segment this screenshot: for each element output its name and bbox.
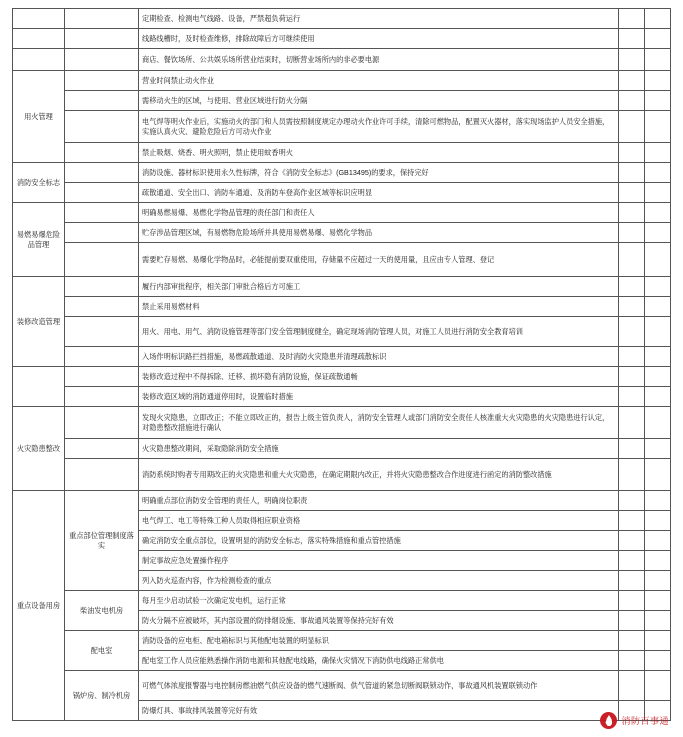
row-result[interactable] (619, 571, 645, 591)
row-category: 火灾隐患整改 (13, 407, 65, 491)
row-category (13, 9, 65, 29)
row-item: 禁止采用易燃材料 (139, 297, 619, 317)
table-row (13, 143, 671, 163)
row-result[interactable] (619, 29, 645, 49)
row-remark[interactable] (645, 91, 671, 111)
row-remark[interactable] (645, 491, 671, 511)
row-remark[interactable] (645, 243, 671, 277)
row-remark[interactable] (645, 459, 671, 491)
row-subcategory (65, 9, 139, 29)
row-subcategory (65, 317, 139, 347)
row-item: 消防设备的应电柜、配电箱标识与其他配电装置的明显标识 (139, 631, 619, 651)
row-category: 消防安全标志 (13, 163, 65, 203)
row-result[interactable] (619, 439, 645, 459)
table-row (13, 491, 671, 511)
row-result[interactable] (619, 591, 645, 611)
row-remark[interactable] (645, 387, 671, 407)
row-category: 用火管理 (13, 71, 65, 163)
row-subcategory (65, 297, 139, 317)
row-category (13, 29, 65, 49)
row-result[interactable] (619, 631, 645, 651)
watermark (600, 712, 669, 729)
row-result[interactable] (619, 111, 645, 143)
row-item: 消防系统时购者专用期改正的火灾隐患和重大火灾隐患，在确定期限内改正，并将火灾隐患整改合作进度进行函定的消防整改措施 (139, 459, 619, 491)
row-subcategory (65, 29, 139, 49)
row-result[interactable] (619, 9, 645, 29)
row-remark[interactable] (645, 143, 671, 163)
row-subcategory (65, 223, 139, 243)
row-result[interactable] (619, 511, 645, 531)
row-category (13, 49, 65, 71)
row-remark[interactable] (645, 439, 671, 459)
row-subcategory: 柴油发电机房 (65, 591, 139, 631)
row-item: 履行内部审批程序，相关部门审批合格后方可施工 (139, 277, 619, 297)
table-row (13, 317, 671, 347)
row-remark[interactable] (645, 111, 671, 143)
table-row (13, 367, 671, 387)
row-subcategory (65, 407, 139, 439)
row-remark[interactable] (645, 183, 671, 203)
row-subcategory (65, 91, 139, 111)
row-result[interactable] (619, 407, 645, 439)
row-result[interactable] (619, 387, 645, 407)
row-category: 易燃易爆危险品管理 (13, 203, 65, 277)
row-remark[interactable] (645, 9, 671, 29)
row-item: 配电室工作人员应能熟悉操作消防电源和其他配电线路，确保火灾情况下消防供电线路正常供电 (139, 651, 619, 671)
row-result[interactable] (619, 183, 645, 203)
row-remark[interactable] (645, 591, 671, 611)
row-item: 每月至少启动试验一次确定发电机，运行正常 (139, 591, 619, 611)
table-row (13, 387, 671, 407)
row-item: 确定消防安全重点部位，设置明显的消防安全标志，落实特殊措施和重点管控措施 (139, 531, 619, 551)
table-row (13, 203, 671, 223)
row-subcategory (65, 111, 139, 143)
table-row (13, 407, 671, 439)
table-row (13, 459, 671, 491)
row-item: 营业时间禁止动火作业 (139, 71, 619, 91)
row-item: 需要贮存易燃、易爆化学物品时，必能提前要双重使用，存储量不应超过一天的使用量，且应由专人管理、登记 (139, 243, 619, 277)
row-result[interactable] (619, 223, 645, 243)
row-subcategory: 重点部位管理制度落实 (65, 491, 139, 591)
table-row (13, 91, 671, 111)
row-remark[interactable] (645, 611, 671, 631)
table-row (13, 183, 671, 203)
row-subcategory (65, 347, 139, 367)
row-result[interactable] (619, 203, 645, 223)
table-row (13, 71, 671, 91)
row-item: 定期检查、检测电气线路、设备，严禁超负荷运行 (139, 9, 619, 29)
table-row (13, 9, 671, 29)
row-remark[interactable] (645, 297, 671, 317)
row-remark[interactable] (645, 223, 671, 243)
row-result[interactable] (619, 143, 645, 163)
row-item: 防爆灯具、事故排风装置等完好有效 (139, 701, 619, 721)
table-row (13, 347, 671, 367)
row-subcategory (65, 143, 139, 163)
row-result[interactable] (619, 651, 645, 671)
row-result[interactable] (619, 491, 645, 511)
row-item: 明确重点部位消防安全管理的责任人，明确岗位职责 (139, 491, 619, 511)
row-item: 消防设施、器材标识使用永久性标牌，符合《消防安全标志》(GB13495)的要求，保持完好 (139, 163, 619, 183)
row-item: 发现火灾隐患，立即改正；不能立即改正的，报告上级主管负责人，消防安全管理人或部门消防安全责任人核准重大火灾隐患的火灾隐患进行认定，对隐患整改措施进行确认 (139, 407, 619, 439)
row-result[interactable] (619, 531, 645, 551)
table-row (13, 631, 671, 651)
table-row (13, 243, 671, 277)
row-result[interactable] (619, 71, 645, 91)
row-subcategory: 锅炉房、制冷机房 (65, 671, 139, 721)
row-remark[interactable] (645, 203, 671, 223)
row-item: 禁止吸烟、烧香、明火照明，禁止使用蚊香明火 (139, 143, 619, 163)
row-item: 贮存涉品管理区域，有易燃物危险场所并具使用易燃易爆、易燃化学物品 (139, 223, 619, 243)
row-remark[interactable] (645, 671, 671, 701)
row-item: 制定事故应急处置操作程序 (139, 551, 619, 571)
row-item: 明确易燃易爆、易燃化学物品管理的责任部门和责任人 (139, 203, 619, 223)
flame-icon (600, 712, 617, 729)
row-remark[interactable] (645, 551, 671, 571)
row-remark[interactable] (645, 347, 671, 367)
row-subcategory (65, 71, 139, 91)
row-result[interactable] (619, 347, 645, 367)
row-result[interactable] (619, 671, 645, 701)
row-remark[interactable] (645, 631, 671, 651)
row-result[interactable] (619, 317, 645, 347)
fire-safety-checklist-table (12, 8, 671, 721)
row-result[interactable] (619, 611, 645, 631)
table-row (13, 29, 671, 49)
table-row (13, 49, 671, 71)
row-subcategory (65, 163, 139, 183)
row-item: 火灾隐患整改期间，采取隐除消防安全措施 (139, 439, 619, 459)
row-remark[interactable] (645, 317, 671, 347)
row-result[interactable] (619, 243, 645, 277)
row-remark[interactable] (645, 511, 671, 531)
row-item: 疏散通道、安全出口、消防车通道、及消防车登高作业区域等标识应明显 (139, 183, 619, 203)
row-item: 入场作明标识路拦挡措施，易燃疏散通道、及时消防火灾隐患并清理疏散标识 (139, 347, 619, 367)
row-remark[interactable] (645, 531, 671, 551)
table-row (13, 111, 671, 143)
row-result[interactable] (619, 459, 645, 491)
row-remark[interactable] (645, 571, 671, 591)
table-row (13, 223, 671, 243)
checklist-body (13, 9, 671, 721)
row-category: 重点设备用房 (13, 491, 65, 721)
row-subcategory (65, 277, 139, 297)
row-result[interactable] (619, 277, 645, 297)
row-item: 需移动火生的区域，与使用、营业区域进行防火分隔 (139, 91, 619, 111)
row-category (13, 367, 65, 407)
row-subcategory (65, 439, 139, 459)
table-row (13, 671, 671, 701)
table-row (13, 163, 671, 183)
table-row (13, 277, 671, 297)
row-item: 用火、用电、用气、消防设施管理等部门安全管理制度健全，确定现场消防管理人员，对施工人员进行消防安全教育培训 (139, 317, 619, 347)
row-subcategory (65, 459, 139, 491)
row-item: 列入防火巡查内容，作为检测检查的重点 (139, 571, 619, 591)
row-subcategory (65, 203, 139, 223)
row-result[interactable] (619, 367, 645, 387)
row-remark[interactable] (645, 71, 671, 91)
row-category: 装修改造管理 (13, 277, 65, 367)
row-remark[interactable] (645, 29, 671, 49)
row-remark[interactable] (645, 367, 671, 387)
document-page (0, 8, 683, 737)
row-subcategory (65, 367, 139, 387)
row-subcategory (65, 387, 139, 407)
row-item: 电气焊等明火作业后，实施动火的部门和人员需按照制度规定办理动火作业许可手续，清除可燃物品，配置灭火器材，落实现场监护人员安全措施，实施认真火灾、避险危险后方可动火作业 (139, 111, 619, 143)
row-result[interactable] (619, 49, 645, 71)
row-item: 可燃气体浓度报警器与电控制房燃油燃气供应设备的燃气速断阀、供气管道的紧急切断阀联锁动作，事故通风机装置联锁动作 (139, 671, 619, 701)
row-result[interactable] (619, 91, 645, 111)
row-item: 防火分隔不应被破坏，其内部设置的防排烟设施、事故通风装置等保持完好有效 (139, 611, 619, 631)
row-item: 线路线槽时，及时检查维修，排除故障后方可继续使用 (139, 29, 619, 49)
row-item: 装修改造过程中不得拆除、迁移、损坏隐有消防设施，保证疏散通畅 (139, 367, 619, 387)
row-remark[interactable] (645, 277, 671, 297)
row-remark[interactable] (645, 651, 671, 671)
row-subcategory: 配电室 (65, 631, 139, 671)
row-item: 装修改造区域的消防通道停用时，设置临时措施 (139, 387, 619, 407)
row-subcategory (65, 49, 139, 71)
table-row (13, 439, 671, 459)
row-remark[interactable] (645, 163, 671, 183)
row-subcategory (65, 183, 139, 203)
row-result[interactable] (619, 551, 645, 571)
row-remark[interactable] (645, 407, 671, 439)
row-item: 商店、餐饮场所、公共娱乐场所营业结束时，切断营业场所内的非必要电源 (139, 49, 619, 71)
row-result[interactable] (619, 163, 645, 183)
row-remark[interactable] (645, 49, 671, 71)
row-item: 电气焊工、电工等特殊工种人员取得相应职业资格 (139, 511, 619, 531)
table-row (13, 591, 671, 611)
watermark-label: 消防百事通 (621, 716, 669, 726)
row-result[interactable] (619, 297, 645, 317)
table-row (13, 297, 671, 317)
row-subcategory (65, 243, 139, 277)
